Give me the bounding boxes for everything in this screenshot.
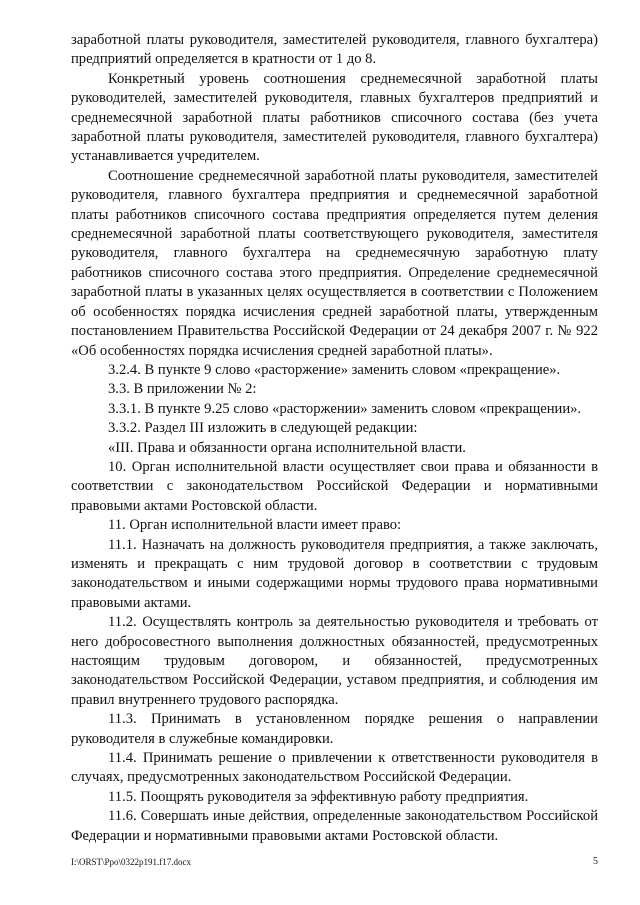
file-path: I:\ORST\Ppo\0322p191.f17.docx: [71, 857, 192, 867]
paragraph-13: 11.3. Принимать в установленном порядке решения о направлении руководителя в служебные командировки.: [71, 711, 598, 747]
paragraph-9: 10. Орган исполнительной власти осуществляет свои права и обязанности в соответствии с законодательством Российской Федерации и нормативными правовыми актами Ростовской области.: [71, 458, 598, 514]
paragraph-4: 3.2.4. В пункте 9 слово «расторжение» заменить словом «прекращение».: [108, 361, 561, 378]
paragraph-11: 11.1. Назначать на должность руководителя предприятия, а также заключать, изменять и прекращать с ним трудовой договор в соответствии с трудовым законодательством и иными содержащими нормы трудового права нормативными правовыми актами.: [71, 536, 598, 611]
paragraph-3: Соотношение среднемесячной заработной платы руководителя, заместителей руководителя, главного бухгалтера предприятия и среднемесячной заработной платы работников списочного состава предприятия определяется путем деления среднемесячной заработной платы соответствующего руководителя, заместителя руководителя, главного бухгалтера на среднемесячную заработную плату работников списочного состава этого предприятия. Определение среднемесячной заработной платы в указанных целях осуществляется в соответствии с Положением об особенностях порядка исчисления средней заработной платы, утвержденным постановлением Правительства Российской Федерации от 24 декабря 2007 г. № 922 «Об особенностях порядка исчисления средней заработной платы».: [71, 167, 598, 359]
paragraph-14: 11.4. Принимать решение о привлечении к ответственности руководителя в случаях, предусмотренных законодательством Российской Федерации.: [71, 750, 598, 786]
section-heading: «III. Права и обязанности органа исполнительной власти.: [108, 439, 466, 456]
page-footer: [71, 856, 598, 870]
paragraph-7: 3.3.2. Раздел III изложить в следующей редакции:: [108, 420, 418, 437]
paragraph-15: 11.5. Поощрять руководителя за эффективную работу предприятия.: [108, 788, 529, 805]
document-body: [71, 31, 598, 846]
paragraph-12: 11.2. Осуществлять контроль за деятельностью руководителя и требовать от него добросовестного выполнения должностных обязанностей, предусмотренных настоящим трудовым договором, и обязанностей, предусмотренных законодательством Российской Федерации, уставом предприятия, и соблюдения им правил внутреннего трудового распорядка.: [71, 614, 598, 708]
paragraph-5: 3.3. В приложении № 2:: [108, 381, 257, 398]
paragraph-2: Конкретный уровень соотношения среднемесячной заработной платы руководителей, заместителей руководителя, главных бухгалтеров предприятий и среднемесячной заработной платы работников списочного состава (без учета заработной платы руководителя, заместителей руководителя, главного бухгалтера) устанавливается учредителем.: [71, 70, 598, 165]
page-number: 5: [593, 856, 598, 867]
paragraph-6: 3.3.1. В пункте 9.25 слово «расторжении» заменить словом «прекращении».: [108, 400, 582, 417]
paragraph-1: заработной платы руководителя, заместителей руководителя, главного бухгалтера) предприятий определяется в кратности от 1 до 8.: [71, 32, 598, 68]
paragraph-16: 11.6. Совершать иные действия, определенные законодательством Российской Федерации и нормативными правовыми актами Ростовской области.: [71, 808, 598, 844]
paragraph-10: 11. Орган исполнительной власти имеет право:: [108, 517, 402, 534]
